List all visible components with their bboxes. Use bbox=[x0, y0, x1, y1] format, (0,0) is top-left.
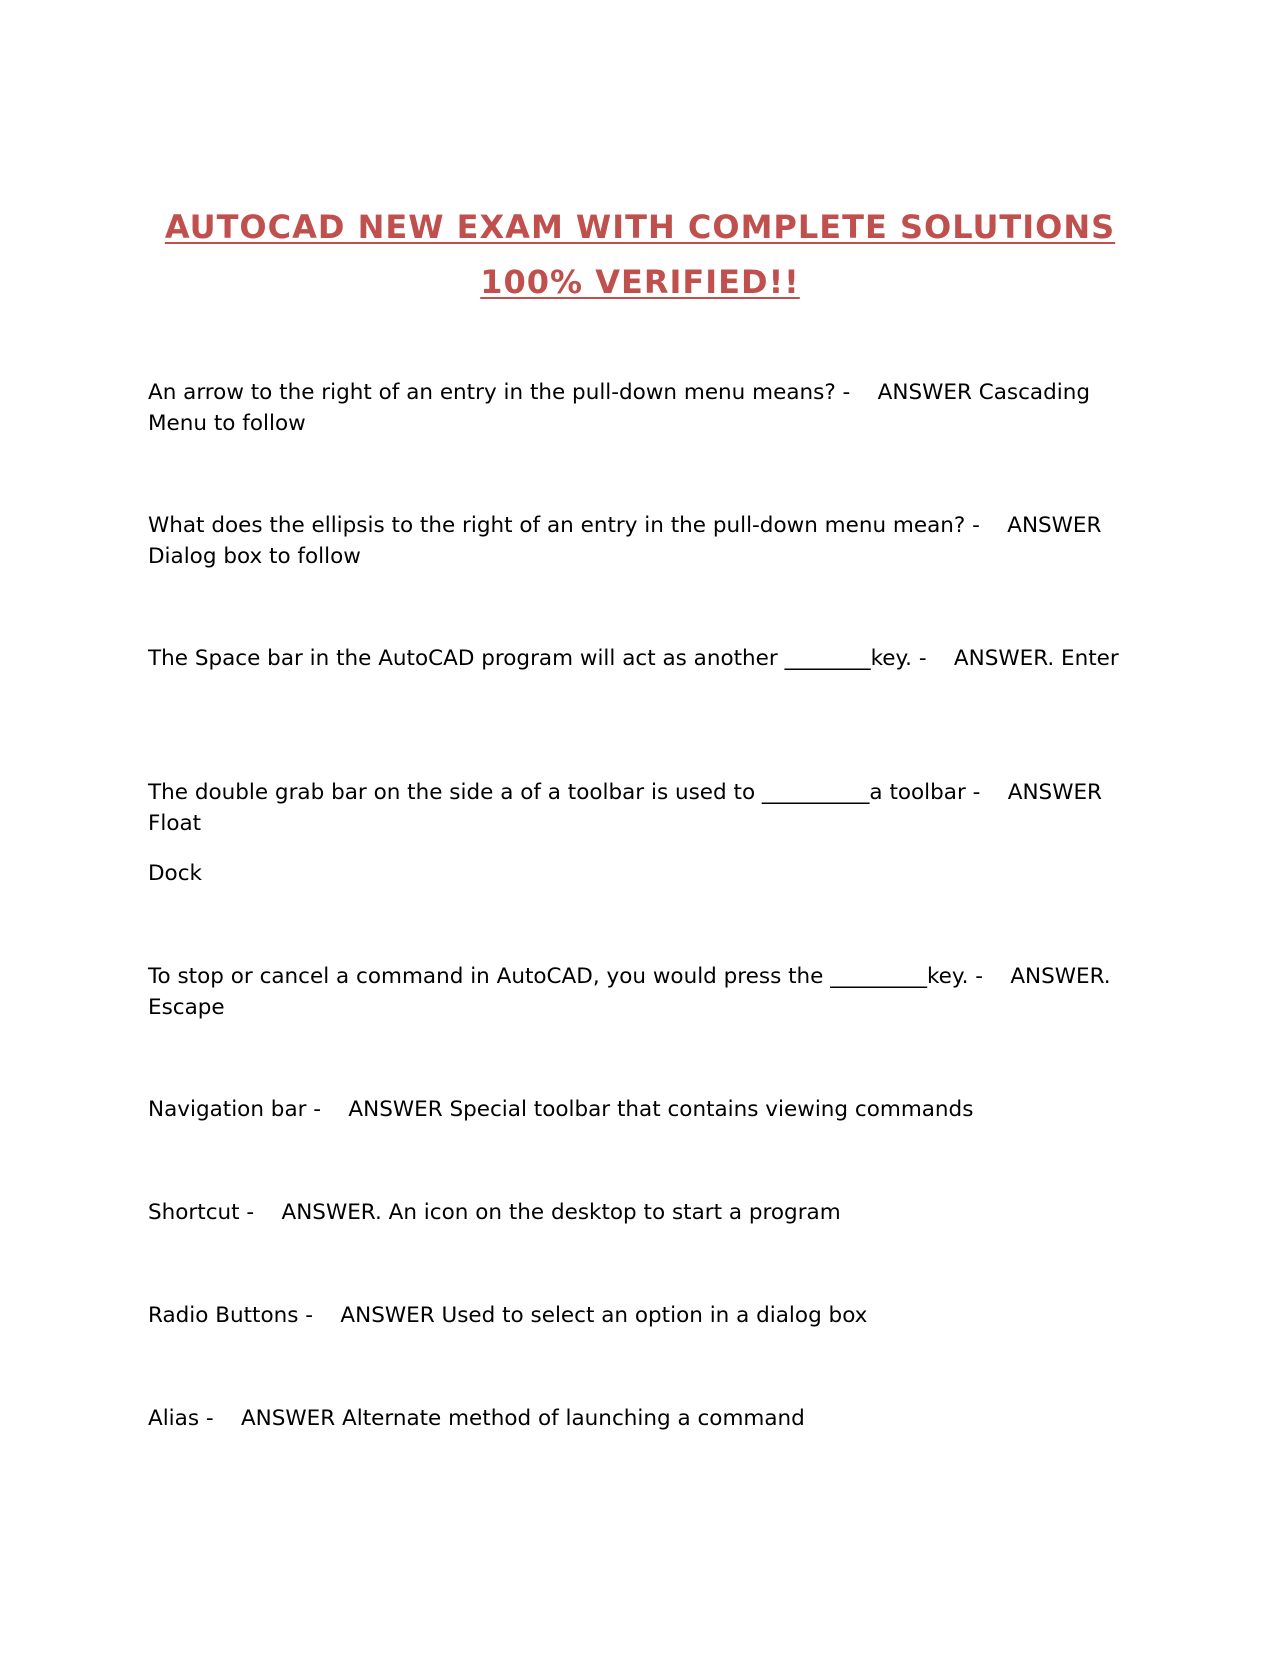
title-line-2: 100% VERIFIED!! bbox=[480, 263, 800, 301]
qa-item-4-extra: Dock bbox=[148, 861, 202, 886]
answer-text: ANSWER Special toolbar that contains viewing commands bbox=[348, 1097, 974, 1122]
question-text: To stop or cancel a command in AutoCAD, you would press the _________key. - bbox=[148, 964, 983, 989]
question-text: Navigation bar - bbox=[148, 1097, 322, 1122]
question-text: An arrow to the right of an entry in the pull-down menu means? - bbox=[148, 380, 851, 405]
qa-item-7 bbox=[148, 1197, 1133, 1228]
qa-item-4 bbox=[148, 777, 1133, 839]
qa-item-9 bbox=[148, 1403, 1133, 1434]
question-text: The Space bar in the AutoCAD program will act as another ________key. - bbox=[148, 646, 927, 671]
answer-text: ANSWER Used to select an option in a dialog box bbox=[340, 1303, 868, 1328]
question-text: Shortcut - bbox=[148, 1200, 255, 1225]
qa-item-5 bbox=[148, 961, 1133, 1023]
qa-item-3 bbox=[148, 643, 1133, 674]
question-text: What does the ellipsis to the right of an entry in the pull-down menu mean? - bbox=[148, 513, 980, 538]
qa-item-1 bbox=[148, 377, 1133, 439]
qa-item-2 bbox=[148, 510, 1133, 572]
qa-item-6 bbox=[148, 1094, 1133, 1125]
answer-text: ANSWER. Escape bbox=[148, 964, 1111, 1020]
question-text: Alias - bbox=[148, 1406, 214, 1431]
qa-item-8 bbox=[148, 1300, 1133, 1331]
title-line-1: AUTOCAD NEW EXAM WITH COMPLETE SOLUTIONS bbox=[164, 208, 1116, 246]
answer-text: ANSWER Cascading Menu to follow bbox=[148, 380, 1091, 436]
answer-text: ANSWER Dialog box to follow bbox=[148, 513, 1102, 569]
answer-text: ANSWER. Enter bbox=[953, 646, 1119, 671]
answer-text: ANSWER. An icon on the desktop to start a program bbox=[281, 1200, 841, 1225]
question-text: Radio Buttons - bbox=[148, 1303, 314, 1328]
document-title bbox=[0, 200, 1280, 310]
answer-text: ANSWER Float bbox=[148, 780, 1102, 836]
question-text: The double grab bar on the side a of a toolbar is used to __________a toolbar - bbox=[148, 780, 981, 805]
answer-text: ANSWER Alternate method of launching a command bbox=[240, 1406, 805, 1431]
